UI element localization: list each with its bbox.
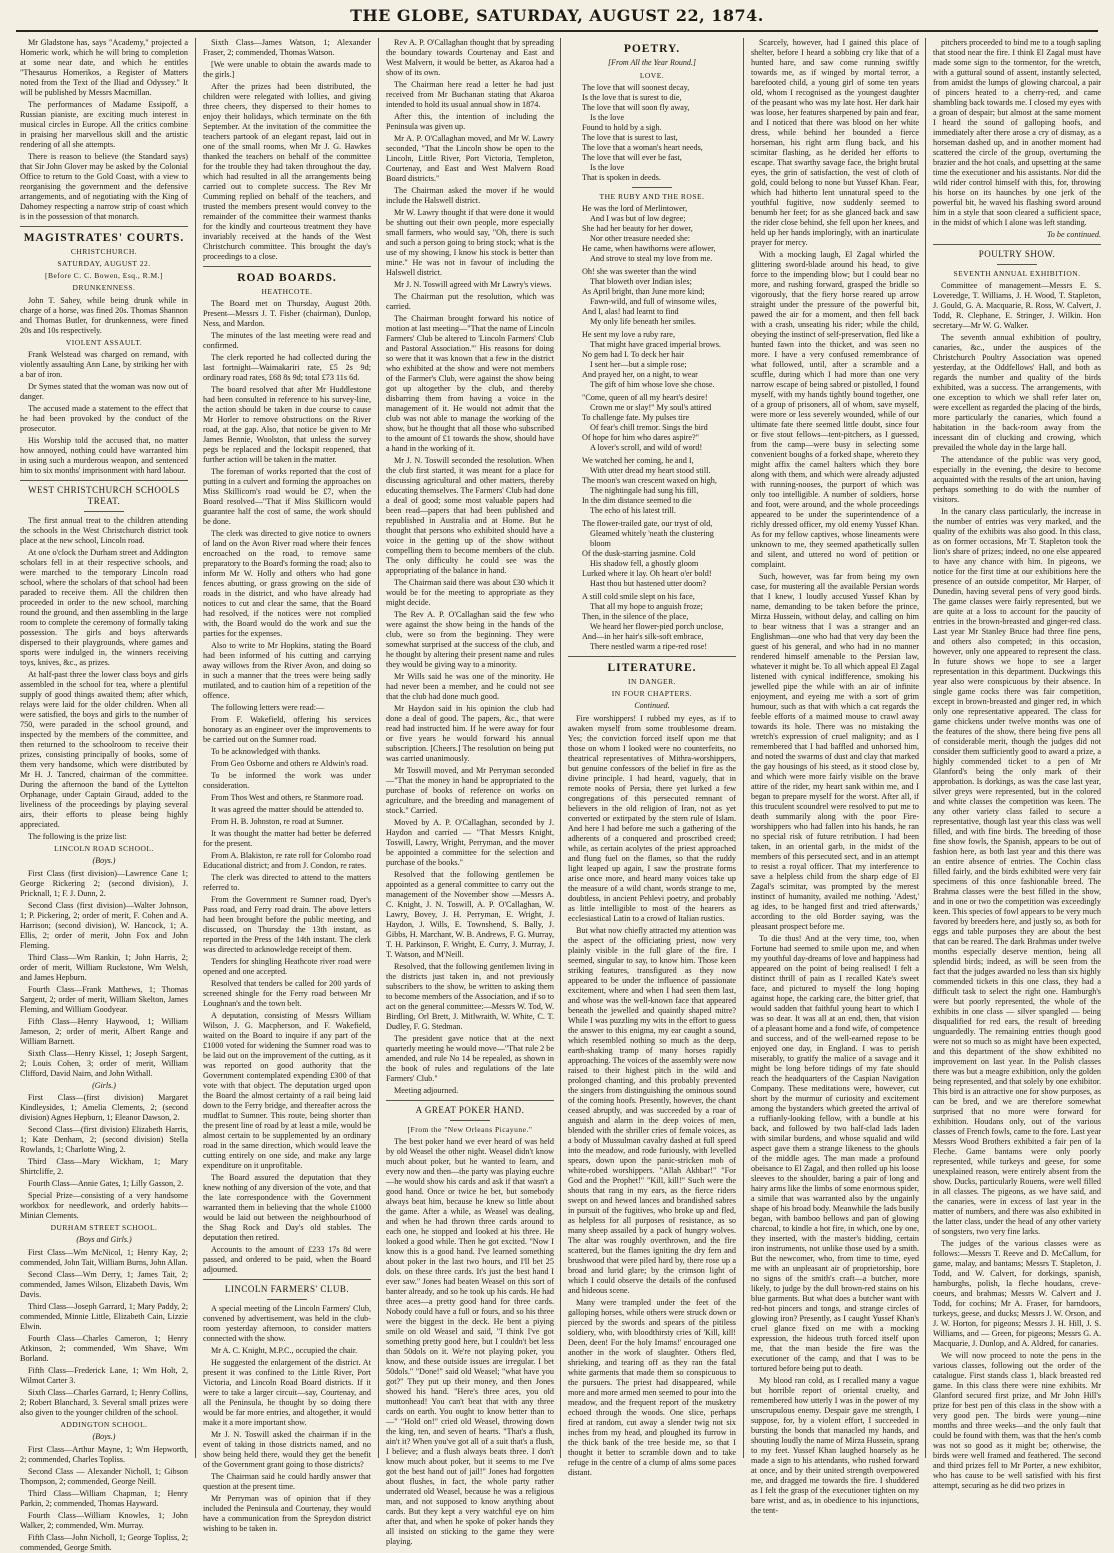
source-note: [From the "New Orleans Picayune." (407, 1124, 533, 1134)
paragraph: Many were trampled under the feet of the galloping horses, while others were struck down or pierced by the swords and spears of the pitiless soldiery, who, with bloodthirsty cries of 'Kill, kill! Deen, deen! For the holy Imams!' encouraged one another in the work of slaughter. Others fled, shrieking, and tearing off as they ran the fatal white garments that made them so conspicuous to the pursuers. The priest had disappeared, while more and more armed men seemed to pour into the meadow, and the frequent report of the musketry echoed through the woods. One slice, perhaps fired at random, cut away a slender twig not six inches from my head, and ploughed its furrow in the thick bank of the tree beside me, so that I thought it better to scramble down and to take refuge in the centre of a clump of alms some paces distant. (568, 1298, 736, 1478)
paragraph: The president gave notice that at the next quarterly meeting he would move—"That rule 2 be amended, and rule No 14 be repealed, as shown in the book of rules and regulations of the late Farmers' Club." (386, 1034, 554, 1083)
list-item: Sixth Class—Charles Garrard, 1; Henry Collins, 2; Robert Blanchard, 3. Several small prizes were also given to the younger children of the school. (20, 1388, 188, 1418)
paragraph: [We were unable to obtain the awards made to the girls.] (203, 60, 371, 79)
poem-line: No gem had I. To deck her hair (582, 350, 685, 360)
poem-line: Gleamed whitely 'neath the clustering bloom (590, 529, 714, 549)
subheading: (Boys.) (92, 855, 116, 865)
column-5 (751, 38, 919, 1515)
paragraph: From A. Blakiston, re rate roll for Colombo road Educational district; and from J. Condon, re rates. (203, 851, 371, 871)
paragraph: The Chairman asked the mover if he would include the Halswell district. (386, 186, 554, 205)
paragraph: The best poker hand we ever heard of was held by old Weasel the other night. Weasel didn't know much about poker, but he wanted to learn, and every now and then—the party was playing euchre—he would show his cards and ask if that wasn't a good hand. Once or twice he bet, but somebody always beat him, because he knew so little about the game. After a while, as Weasel was dealing, and when he had thrown three cards around to each one, he stopped and looked at his three. He looked a good while. Then he got excited. "Now I know this is a good hand. I've learned something about poker in the last two hours, and I'll bet 25 dols. on these three cards. It's just the best hand I ever saw." Jones had beaten Weasel on this sort of banter already, and so he took up his cards. He had three aces—a pretty good hand for three cards. Nobody could have a full or fours, and so his three were the biggest in the deck. He bent a piying smile on old Weasel and said, "I think I've got something pretty good here, but I couldn't bet less than 50dols on it. We're not playing poker, you know, and these outside issues are irregular. I bet 50dols." "Done!" said old Weasel; "what have you got?" They put up their money, and then Jones showed his hand. "Here's three aces, you old muttonhead! You can't beat that with any three cards on earth. You ought to know better than to—" "Hold on!" cried old Weasel, throwing down the king, ten, and seven of hearts. "That's a flush, ain't it? When you've got all of a suit that's a flush, I believe; and a flush always beats three. I don't know much about poker, but it seems to me I've got the best hand out of jail!" Jones had forgotten about flushes, in fact, the whole party rather underrated old Weasel, because he was a religious man, and not supposed to know anything about cards. But they kept a very watchful eye on him after that, and when he spoke of poker hands they all insisted on sticking to the game they were playing. (386, 1137, 554, 1547)
paragraph: Resolved, that the following gentlemen living in the districts just taken in, and not previously subscribers to the show, be written to asking them to become members of the Association, and if so to act on the general committee:—Messrs W. Tod, W. Birdling, Orl Brett, J. Mitlwraith, W. White, C. T. Dudley, F. G. Stedman. (386, 962, 554, 1031)
subheading: LINCOLN ROAD SCHOOL. (54, 843, 154, 853)
poem-line: "Come, queen of all my heart's desire! (582, 393, 708, 403)
masthead-rule (16, 30, 1098, 32)
poem-stanza (582, 519, 736, 589)
column-1 (20, 38, 188, 1553)
list-item: Second Class—Wm Derry, 1; James Tait, 2; commended, James Wilson, Elizabeth Davis, Wm Davis. (20, 1270, 188, 1300)
divider (20, 480, 188, 481)
paragraph: Rev A. P. O'Callaghan thought that by spreading the boundary towards Courtenay and East and West Malvern, it would be better, as Akaroa had a show of its own. (386, 38, 554, 77)
list-item: Third Class—Wm Rankin, 1; John Harris, 2; order of merit, William Ruckstone, Wm Welsh, and James Hepburn. (20, 952, 188, 982)
paragraph: Mr Perryman was of opinion that if they included the Peninsula and Courtenay, they would have a communication from the Spreydon district wishing to be taken in. (203, 1494, 371, 1534)
paragraph: Sixth Class—James Watson, 1; Alexander Fraser, 2; commended, Thomas Watson. (203, 38, 371, 57)
subheading: IN FOUR CHAPTERS. (611, 689, 693, 699)
poem-line: We heard her flower-pied porch unclose, (590, 622, 724, 632)
paragraph: Dr Symes stated that the woman was now out of danger. (20, 381, 188, 401)
poem-line: That is spoken in deeds. (582, 172, 661, 182)
poem-line: The love that will soonest decay, (582, 82, 690, 92)
list-item: First Class—(first division) Margaret Kindleysides, 1; Amelia Clements, 2; (second division) Agnes Hepburn, 1; Eleanor Dawson, 2. (20, 1093, 188, 1123)
poem-line: Is the love that is surest to die, (582, 92, 682, 102)
divider (267, 1299, 307, 1300)
poem-line: He was the lord of Merlintower, (582, 204, 688, 214)
paragraph: The Board met on Thursday, August 20th. Present—Messrs J. T. Fisher (chairman), Dunlop, Ness, and Mardon. (203, 299, 371, 329)
poem-line: The moon's wan crescent waxed on high, (582, 476, 717, 486)
list-item: First Class—Wm McNicol, 1; Henry Kay, 2; commended, John Tait, William Burns, John Allan. (20, 1248, 188, 1268)
poem-line: His shadow fell, a ghostly gloom (590, 559, 699, 569)
paragraph: Resolved that tenders be called for 200 yards of screened shingle for the Ferry road between Mr Loughnan's and the town belt. (203, 979, 371, 1009)
poem-line: A still cold smile slept on his face, (582, 592, 695, 602)
list-item: Sixth Class—Henry Kissel, 1; Joseph Sargent, 2; Louis Cohen, 3; order of merit, William Clifford, David Nairn, and John Withall. (20, 1048, 188, 1078)
poem-stanza (582, 267, 736, 327)
section-heading: MAGISTRATES' COURTS. (23, 232, 185, 244)
paragraph: Mr Wills said he was one of the minority. He had never been a member, and he could not see that the club had done much good. (386, 672, 554, 701)
poem-line: He came, when hawthorns were aflower, (582, 244, 716, 254)
paragraph: Such, however, was far from being my own case, for mustering all the available Persian words that I knew, I loudly accused Yussef Khan by name, demanding to be taken before the prince, Mirza Hussein, without delay, and calling on him to bear witness that I was a stranger and an Englishman—one who had that very day been the guest of his general, and who had in no manner rendered himself amenable to the Persian law, whatever it might be. To all which appeal El Zagal listened with cynical indifference, smoking his jewelled pipe the while with an air of infinite enjoyment, and eyeing me with a sort of grim humour, such as that with which a cat regards the feeble efforts of a maimed mouse to crawl away towards its hole. There was no mistaking the wretch's expression of cruel malignity; and as I remembered that I had baffled and unhorsed him, and noted the swarms of dust and clay that marked the gay housings of his steed, as it stood close by, and which were more fairly visible on the brave attire of the rider, my heart sank within me, and I began to prepare myself for the worst. After all, if this truculent scoundrel were resolved to put me to death summarily along with the poor Fire-worshippers who had fallen into his hands, he ran no special risk of future retribution. I had been taken, in an oriental garb, in the midst of the members of this persecuted sect, and in an attempt to resist a royal officer. That my interference to save a helpless child from the sharp edge of El Zagal's scimitar, was prompted by the merest instinct of humanity, availed me nothing. 'Adest,' ag ides, to be hanged first and tried afterwards,' according to the old Border saying, was the pleasant prospect before me. (751, 572, 919, 931)
poem-line: Is the love (590, 162, 625, 172)
list-item: Fourth Class—Frank Matthews, 1; Thomas Sargent, 2; order of merit, William Skelton, James Fleming, and William Goodyear. (20, 984, 188, 1014)
poem-line: And prayed her, on a night, to wear (582, 370, 698, 380)
subheading: DURHAM STREET SCHOOL. (50, 1223, 158, 1233)
list-item: Third Class—William Chapman, 1; Henry Parkin, 2; commended, Thomas Hayward. (20, 1489, 188, 1509)
paragraph: The board resolved that after Mr Huddlestone had been consulted in reference to his survey-line, the action should be taken in due course to cause Mr Horler to remove obstructions on the River road, at the gap. Also, that notice be given to Mr James Bennie, Woolston, that unless the survey pegs be replaced and the lockspit reopened, that further action will be taken in the matter. (203, 385, 371, 465)
poem-line: Is the love (590, 112, 625, 122)
list-item: Second Class — Alexander Nicholl, 1; Gibson Thompson, 2; commended, George Neill. (20, 1467, 188, 1487)
paragraph: The Chairman said there was about £30 which it would be for the meeting to appropriate as they might decide. (386, 578, 554, 607)
poem-body (568, 204, 736, 652)
column-2 (203, 38, 371, 1534)
paragraph: The attendance of the public was very good, especially in the evening, the desire to become acquainted with the results of the art union, having perhaps something to do with the number of visitors. (933, 455, 1101, 505)
poem-stanza (582, 204, 736, 264)
paragraph: To die thus! And at the very time, too, when Fortune had seemed to smile upon me, and when my youthful day-dreams of love and happiness had appeared on the point of being realised! I felt a distinct thrill of pain as I recalled Kate's sweet face, and pictured to myself the long hoping against hope, the carking care, the bitter grief, that would sadden that faithful young heart to which I was so dear. It was all at an end, then, that vision of a pleasant home and a fond wife, of competence and success, and of the well-earned repose to be enjoyed one day, in England. I was to perish miserably, to gratify the malice of a savage and it might be long before tidings of my fate should reach the headquarters of the Caspian Navigation Company. These meditations were, however, cut short by the murmur of curiosity and excitement among the bystanders which greeted the arrival of a ruffianly-looking fellow, with a bundle at his back, and followed by two half-clad lads laden with similar burdens, and whose squalid and wild aspect gave them a strange likeness to the ghouls of the middle ages. The man made a profound obeisance to El Zagal, and then rolled up his loose sleeves to the shoulder, baring a pair of long and hairy arms like the limbs of some enormous spider, a simile that was warranted also by the ungainly shape of his broad body. Meanwhile the lads busily began, with bamboo bellows and pan of glowing charcoal, to kindle a hot fire, in which, one by one, they inserted, with the master's bidding, certain iron instruments, not unlike those used by a smith. But the newcomer, who, from time to time, eyed me with an unpleasant air of proprietorship, bore no signs of the smith's craft—a butcher, more likely, to judge by the dull brown-red stains on his blue garments. But what does a butcher want with red-hot pincers and tongs, and strange circles of glowing iron? Presently, as I caught Yussef Khan's cruel glance fixed on me with a mocking expression, the hideous truth forced itself upon me, that the man beside the fire was the executioner of the camp, and that I was to be tortured before being put to death. (751, 934, 919, 1373)
paragraph: To be acknowledged with thanks. (211, 747, 321, 757)
poem-line: We watched her coming, he and I, (582, 456, 694, 466)
paragraph: The minutes of the last meeting were read and confirmed. (203, 331, 371, 351)
poem-line: The nightingale had sung his fill, (590, 486, 699, 496)
poem-line: There nestled warm a ripe-red rose! (590, 642, 708, 652)
paragraph: Mr A. P. O'Callaghan moved, and Mr W. Lawry seconded, "That the Lincoln show be open to the Lincoln, Little River, Port Victoria, Templeton, Courtenay, and East and West Malvern Road Board districts." (386, 134, 554, 183)
column-4 (568, 38, 736, 1478)
paragraph: At half-past three the lower class boys and girls assembled in the school for tea, where a plentiful supply of good things awaited them; after which, relays were laid for the older children. When all were satisfied, the boys and girls to the number of 750, were paraded in the school ground, and inspected by the members of the committee, and then returned to the schoolroom to receive their prizes, consisting principally of books, some of them very handsome, which were distributed by Mr H. J. Tancred, chairman of the committee. During the afternoon the band of the Lyttelton Orphanage, under Captain Giraud, added to the liveliness of the proceedings by playing several airs, their efforts to please being highly appreciated. (20, 669, 188, 829)
list-item: Fourth Class—Annie Gates, 1; Lilly Gasson, 2. (28, 1179, 184, 1189)
paragraph: The Chairman brought forward his notice of motion at last meeting—"That the name of Lincoln Farmers' Club be altered to 'Lincoln Farmers' Club and Pastoral Association.'" His reasons for doing so were that it was known that a few in the district who exhibited at the show and were not members of the Farmer's Club, were against the show being got up altogether by the club, and thereby disbarring them from having a voice in the management of it. He would not admit that the club was not able to manage the working of the show, but he thought that all those who subscribed to the amount of £1 towards the show, should have a hand in the working of it. (386, 314, 554, 453)
bench-note: [Before C. C. Bowen, Esq., R.M.] (44, 271, 164, 281)
paragraph: My blood ran cold, as I recalled many a vague but horrible report of oriental cruelty, and remembered how utterly I was in the power of my unscrupulous enemy. Despair gave me strength, I suppose, for, by a violent effort, I succeeded in bursting the bonds that manacled my hands, and shouting loudly the name of Mirza Hussein, sprang to my feet. Yussef Khan laughed hoarsely as he made a sign to his attendants, who rushed forward at once, and by their united strength overpowered me, and dragged me towards the fire. I shuddered as I felt the grasp of the executioner tighten on my bare wrist, and as, in obedience to his injunctions, the tent- (751, 1376, 919, 1515)
poem-line: As April bright, than June more kind; (582, 287, 705, 297)
paragraph: He suggested the enlargement of the district. At present it was confined to the Little River, Port Victoria, and Lincoln Road Board districts. If it were to take a larger circuit—say, Courtenay, and all the Peninsula, he thought by so doing there would be far more entries, and altogether, it would make it a more important show. (203, 1358, 371, 1428)
paragraph: The Chairman put the resolution, which was carried. (386, 292, 554, 311)
section-heading: ROAD BOARDS. (237, 272, 337, 284)
dateline: SATURDAY, AUGUST 22. (57, 259, 151, 269)
paragraph: The Chairman here read a letter he had just received from Mr Buchanan stating that Akaroa intended to hold its usual annual show in 1874. (386, 80, 554, 109)
poem-line: The love that will ever be fast, (582, 152, 682, 162)
section-heading: LITERATURE. (607, 662, 697, 675)
paragraph: The following is the prize list: (28, 831, 127, 841)
paragraph: After this, the intention of including the Peninsula was given up. (386, 112, 554, 131)
poem-line: The flower-trailed gate, our tryst of old, (582, 519, 713, 529)
paragraph: Tenders for shingling Heathcote river road were opened and one accepted. (203, 957, 371, 977)
poem-stanza (582, 592, 736, 652)
poem-line: Found to hold by a sigh. (582, 122, 662, 132)
paragraph: From H. B. Johnston, re road at Sumner. (211, 817, 344, 827)
paragraph: We will now proceed to note the pens in the various classes, following out the order of the catalogue. First stands class 1, black breasted red game. In this class there were nine exhibits. Mr Glanford secured first prize, and Mr John Hill's prize for best pen of this class in the show with a very good pen. The birds were young—nine months and three weeks—and the only fault that could be found with them, was that the hen's comb was not so good as it might be; otherwise, the birds were well framed and feathered. The second and third prizes fell to Mr Porter, a new exhibitor, who has cause to be well satisfied with his first attempt, securing as he did two prizes in (933, 1351, 1101, 1491)
source-note: [From All the Year Round.] (608, 58, 696, 68)
paragraph: Mr Toswill moved, and Mr Perryman seconded—"That the money in hand be appropriated to the purchase of books of reference on works on agriculture, and the breeding and management of stock." Carried. (386, 766, 554, 815)
list-item: First Class (first division)—Lawrence Cane 1; George Rickering 2; (second division), J. Pricknall, 1; F. J. Dunn, 2. (20, 868, 188, 898)
poem-line: Crown me or slay!" My soul's attired (590, 403, 712, 413)
paragraph: Mr A. C. Knight, M.P.C., occupied the chair. (211, 1346, 358, 1356)
paragraph: The performances of Madame Essipoff, a Russian pianiste, are exciting much interest in musical circles in Europe. All the critics combine in praising her marvellous skill and the artistic rendering of all she attempts. (20, 100, 188, 149)
divider (568, 656, 736, 657)
poem-line: Of fear's chill tremor. Sings the bird (590, 423, 708, 433)
list-item: Third Class—Joseph Garrard, 1; Mary Paddy, 2; commended, Minnie Little, Elizabeth Cain, Lizzie Elwin. (20, 1302, 188, 1332)
column-rule (195, 38, 196, 1458)
subheading: CHRISTCHURCH. (70, 247, 138, 257)
poem-line: My only life beneath her smiles. (590, 317, 696, 327)
column-3 (386, 38, 554, 1547)
poem-line: And I, alas! had learnt to find (582, 307, 679, 317)
poem-line: I sent her—but a simple rose; (590, 360, 687, 370)
paragraph: In the canary class particularly, the increase in the number of entries was very marked, and the quality of the exhibits was also good. In this class, as on former occasions, Mr T. Stapleton took the lion's share of prizes; indeed, no one else appeared to have any chance with him. In pigeons, we notice for the first time at our exhibitions here the presence of an outside competitor, Mr Harper, of Dunedin, having several pens of very good birds. The game classes were fairly represented, but we are quite at a loss to account for the paucity of entries in the brown-breasted and ginger-red class. Last year Mr Stanley Bruce had three fine pens, and others also competed; in this occasion, however, only one appeared to represent the class. In future shows we hope to see a larger representation in this department. Duckwings this year also were conspicuous by their absence. In single game cocks there was fair competition, except in brown-breasted and ginger red, in which only one representative appeared. The class for game chickens under twelve months was one of the features of the show, there being five pens all of considerable merit, though the judges did not consider them sufficiently good to award a prize, a highly commended ticket to a pen of Mr Glanford's being the only mark of their approbation. Is dorkings, as was the case last year, silver greys were represented, but in the colored and white classes the competition was keen. The any other variety class failed to secure a representative, though last year this class was well filled, and with fine birds. The breeding of those fine show fowls, the Spanish, appears to be out of fashion here, as both last year and this there was an entire absence of entries. The Cochin class filled fairly, and the birds exhibited were very fair specimens of this once fashionable breed. The Brahma classes were the best filled in the show, and in one or two the competition was exceedingly keen. This species of fowl appears to be very much favored by breeders here, and justly so, as both for eggs and table purposes they are about the best that can be reared. The dark Brahmas under twelve months especially deserve mention, being all splendid birds; indeed, as will be seen from the fact that the judges awarded no less than six highly commended tickets in this one class, they had a difficult task to select the right one. Hamburgh's were but poorly represented, the whole of the exhibits in one class — silver spangled — being disqualified for red ears, the result of breeding unguardedly. The remaining entries though good were not so much so as might have been expected, and this department of the show exhibited no improvement on last year. In the Polish classes there was but a meagre exhibition, only the golden being represented, and that solely by one exhibitor. This bird is an attractive one for show purposes, as can be bred, and we are therefore somewhat surprised that no more were forward for exhibition. Houdans only, out of the various classes of French fowls, came to the fore. Last year Messrs Wood Brothers exhibited a fair pen of la Fleche. Game bantams were only poorly represented, while turkeys and geese, for some unexplained reason, were entirely absent from the show. Ducks, particularly Rouens, were well filled in all classes. The pigeons, as we have said, and the canaries, were in excess of last year in the matter of numbers, and there was also exhibited in the latter class, under the head of any other variety of songsters, two very fine larks. (933, 507, 1102, 1237)
column-rule (743, 38, 744, 1458)
divider (203, 266, 371, 267)
paragraph: Mr J. N. Toswill asked the chairman if in the event of taking in those districts named, and no show being held there, would they get the benefit of the Government grant going to those districts? (203, 1430, 371, 1470)
poem-line: Of the dusk-starring jasmine. Cold (582, 549, 696, 559)
paragraph: Scarcely, however, had I gained this place of shelter, before I heard a sobbing cry like that of a hunted hare, and saw come running swiftly towards me, as if winged by mortal terror, a barefooted child, a young girl of some ten years old, whom I recognised as the youngest daughter of the peasant who was my late host. Her dark hair was loose, her features sharpened by pain and fear, and I noticed that there was blood on her white dress, while behind her bounded a fierce horseman, his right arm flung back, and his scimitar flashing, as he derided her efforts to escape. That swarthy savage face, the bright brutal eyes, the grin of satisfaction, the vest of cloth of gold, could belong to none but Yussef Khan. Fear, which had hitherto lent unnatural speed to the youthful fugitive, now suddenly seemed to benumb her feet; for as she glanced back and saw the rider close behind, she fell upon her knees, and held up her hands imploringly, with an inarticulate prayer for mercy. (751, 38, 919, 247)
poem-title: THE RUBY AND THE ROSE. (599, 191, 705, 201)
list-item: Fifth Class—Frederick Lane, 1; Wm Holt, 2, Wilmot Carter 3. (20, 1366, 188, 1386)
poem-line: The love that is surest to last, (582, 132, 678, 142)
paragraph: Mr W. Lawry thought if that were done it would be shutting out their own people, more especially small farmers, who would say, "Oh, there is such and such a person going to bring stock; what is the use of my showing, I know his stock is better than mine." He was not in favour of including the Halswell district. (386, 208, 554, 277)
divider (386, 1100, 554, 1101)
paragraph: It was agreed the matter should be attended to. (211, 805, 364, 815)
divider (84, 511, 124, 512)
paragraph: His Worship told the accused that, no matter how annoyed, nothing could have warranted him in using such a murderous weapon, and sentenced him to six months' imprisonment with hard labour. (20, 435, 188, 475)
poem-line: That might have graced imperial brows. (590, 340, 721, 350)
column-rule (378, 38, 379, 1458)
paragraph: The judges of the various classes were as follows:—Messrs T. Reeve and D. McCallum, for game, malay, and bantams; Messrs T. Stapleton, J. Todd, and W. Calvert, for dorkings, spanish, hamburghs, polish, la fleche houdans, creve-coeurs, and brahmas; Messrs W. Calvert and J. Todd, for cochins; Mr A. Fraser, for barndoors, turkeys, geese, and ducks; Messrs J. W. Orson, and J. W. Horton, for pigeons; Messrs J. H. Hill, J. S. Williams, and — Green, for pigeons; Messrs G. A. Macquarie, J. Dunlop, and A. Aldred, for canaries. (933, 1239, 1101, 1349)
paragraph: John T. Sahey, while being drunk while in charge of a horse, was fined 20s. Thomas Shannon and Thomas Butler, for drunkenness, were fined 20s and 10s respectively. (20, 295, 188, 335)
poem-line: The love that a woman's heart needs, (582, 142, 703, 152)
poem-line: She had her beauty for her dower, (582, 224, 693, 234)
paragraph: From the Government re Sumner road, Dyer's Pass road, and Ferry road drain. The above letters had been brought before the public meeting, and discussed, on Thursday the 13th instant, as reported in the Press of the 14th instant. The clerk was directed to acknowledge receipt of them. (203, 895, 371, 955)
list-item: Fourth Class—William Knowles, 1; John Walker, 2; commended, Wm. Murray. (20, 1511, 188, 1531)
paragraph: Mr Haydon said in his opinion the club had done a deal of good. The papers, &c., that were read had instructed him. If he were away for four or five years he would forward his annual subscription. [Cheers.] The resolution on being put was carried unanimously. (386, 704, 554, 763)
paragraph: The Rev A. P. O'Callaghan said the few who were against the show being in the hands of the club, were so from the beginning. They were somewhat surprised at the success of the club, and he thought by altering their present name and rules they would be giving way to a minority. (386, 610, 554, 669)
poem-line: With utter dread my heart stood still. (590, 466, 711, 476)
poem-stanza (582, 330, 736, 390)
list-item: Third Class—Mary Wickham, 1; Mary Shirtcliffe, 2. (20, 1157, 188, 1177)
paragraph: Committee of management—Messrs E. S. Loveredge, T. Williams, J. H. Wood, T. Stapleton, J. Gould, G. A. Macquarie, R. Ross, W. Calvert, J. Todd, R. Clephane, E. Stringer, J. Wilkin. Hon secretary—Mr W. G. Walker. (933, 281, 1101, 331)
section-heading: LINCOLN FARMERS' CLUB. (224, 1284, 350, 1295)
paragraph: pitchers proceeded to bind me to a tough sapling that stood near the fire. I think El Zagal must have made some sign to the tormentor, for the wretch, with a guttural sound of assent, instantly selected, from amidst the lumps of glowing charcoal, a pair of pincers heated to a cherry-red, and came shambling back towards me. I closed my eyes with a groan of despair; but almost at the same moment I heard the sound of galloping hoofs, and immediately after there arose a cry of dismay, as a horseman dashed up, and in another moment had scattered the circle of the group, overturning the brazier and the hot coals, and upsetting at the same time the executioner and his assistants. Nor did the wild rider control himself with this, for, throwing his horse on its haunches by one jerk of the powerful bit, he waved his flashing sword around him in a style that soon cleared a sufficient space, in the midst of which I alone was left standing. (933, 38, 1101, 227)
paragraph: It was thought the matter had better be deferred for the present. (203, 829, 371, 849)
poem-title: LOVE. (639, 70, 665, 80)
list-item: Fifth Class—Henry Haywood, 1; William Jameson, 2; order of merit, Albert Range and William Barnett. (20, 1016, 188, 1046)
poem-line: A lover's scroll, and wild of word! (590, 443, 703, 453)
paragraph: Frank Welstead was charged on remand, with violently assaulting Ann Lane, by striking her with a bar of iron. (20, 349, 188, 379)
section-heading: A GREAT POKER HAND. (415, 1105, 525, 1115)
divider (933, 244, 1101, 245)
subheading: (Girls.) (92, 1080, 116, 1090)
paragraph: Mr Gladstone has, says "Academy," projected a Homeric work, which he will bring to completion at some near date, and which he entitles "Thesaurus Homerikos, a Register of Matters noted from the Text of the Iliad and Odyssey." It will be published by Messrs Macmillan. (20, 38, 188, 97)
paragraph: Mr J. N. Toswill agreed with Mr Lawry's views. (394, 280, 552, 289)
paragraph: The Board assured the deputation that they knew nothing of any diversion of the vote, and that the late correspondence with the Government warranted them in believing that the whole £1000 would be laid out between the neighbourhood of the Shag Rock and Day's old stables. The deputation then retired. (203, 1173, 371, 1243)
paragraph: There is reason to believe (the Standard says) that Sir John Glover may be asked by the Colonial Office to return to the Gold Coast, with a view to reorganising the government and the defensive arrangements, and of negotiating with the King of Dahomey respecting a narrow strip of coast which is in the possession of that monarch. (20, 152, 188, 221)
divider (450, 1120, 490, 1121)
poem-line: The echo of his latest trill. (590, 506, 676, 516)
paragraph: The following letters were read:— (211, 703, 325, 713)
column-rule (925, 38, 926, 1458)
poem-line: And I was but of low degree; (590, 214, 686, 224)
paragraph: After the prizes had been distributed, the children were relegated with lollies, and giving three cheers, they dispersed to their homes to enjoy their holidays, which terminate on the 6th September. At the invitation of the committee the teachers partook of an elegant repast, laid out in one of the small rooms, when Mr J. G. Hawkes thanked the teachers on behalf of the committee for the trouble they had taken throughout the day, which had resulted in all the arrangements being carried out to complete success. The Rev Mr Cumming replied on behalf of the teachers, and trusted the members present would convey to the remainder of the committee their warmest thanks for the kindly and courteous treatment they have invariably received at the hands of the West Christchurch committee. This brought the day's proceedings to a close. (203, 82, 371, 261)
section-heading: POULTRY SHOW. (978, 249, 1056, 259)
column-rule (560, 38, 561, 1458)
divider (203, 1279, 371, 1280)
paragraph: Fire worshippers! I rubbed my eyes, as if to awaken myself from some troublesome dream. Yes; the conviction forced itself upon me that those on whom I looked were no counterfeits, no theatrical representatives of Mithra-worshippers, but genuine confessors of the belief in fire as the divine principle. I had heard, vaguely, that in remote nooks of Persia, there yet lurked a few congregations of this persecuted remnant of believers in the old religion of Iran, not as yet converted or extirpated by the stern rule of Islam. And here I had before me such a gathering of the adherents of a conquered and proscribed creed; while, as certain acolytes of the priest approached and flung fuel on the flames, so that the ruddy light leaped up again, I saw the prostrate forms arise once more, and heard many voices take up the measure of a wild chant, words strange to me, doubtless, in ancient Pehlevi poetry, and probably as little intelligible to most of the hearers as ecclesiastical Latin to a crowd of Italian rustics. (568, 714, 736, 924)
paragraph: But what now chiefly attracted my attention was the aspect of the officiating priest, now very plainly visible in the full glare of the fire. I seemed, singular to say, to know him. Those keen striking features, transfigured as they now appeared to be under the influence of passionate excitement, where and when I had seen them last, and whose was the well-known face that appeared beneath the jewelled and quaintly shaped mitre? While I was puzzling my wits in the effort to guess the answer to this enigma, my ear caught a sound, which resembled nothing so much as the deep, earth-shaking tramp of many horses rapidly approaching. The voices of the assembly were now raised to their highest pitch in the wild and prolonged chanting, and this probably prevented the singers from distinguishing the ominous sound of the coming hoofs. Presently, however, the chant ceased abruptly, and was succeeded by a roar of anguish and alarm in the deep voices of men, blended with the shriller cries of female voices, as a body of Mussulman cavalry dashed at full speed into the meadow, and rode furiously, with levelled spears, down upon the panic-stricken mob of white-robed worshippers. "Allah Akhbar!" "For God and the Prophet!" "Kill, kill!" Such were the shouts that rang in my ears, as the fierce riders swept on and hewed lances and brandished sabres in pursuit of the fugitives, who broke up and fled, as helpless for all purposes of resistance, as so many sheep assailed by a pack of hungry wolves. The altar was roughly overthrown, and the fire scattered, but the flames igniting the dry fern and brushwood that were piled hard by, there rose up a broad and lurid glare; by the crimson light of which I could observe the details of the confused and hideous scene. (568, 926, 736, 1296)
paragraph: The foreman of works reported that the cost of putting in a culvert and forming the approaches on Miss Skillicorn's road would be £7, when the Board resolved—"That if Miss Skillicorn would guarantee half the cost of same, the work should be done. (203, 467, 371, 527)
poem-line: To challenge fate. My pulses tire (582, 413, 690, 423)
poem-line: Fawn-wild, and full of winsome wiles, (590, 297, 717, 307)
paragraph: A deputation, consisting of Messrs William Wilson, J. G. Macpherson, and F. Wakefield, waited on the Board to inquire if any part of the £1000 voted for widening the Sumner road was to be laid out on the improvement of the cutting, as it was reported on good authority that the Government contemplated expending £300 of that vote with that object. The deputation urged upon the Board the almost certainty of a rail being laid down to the Ferry bridge, and thereafter across the mudflat to Sumner. This route, being shorter than the present line of road by at least a mile, would be almost certain to be supplemented by an ordinary road in the same direction, which would leave the cutting entirely on one side, and make any large expenditure on it unprofitable. (203, 1011, 371, 1171)
poem-line: Of hope for him who dares aspire?" (582, 433, 700, 443)
list-item: Special Prize—consisting of a very handsome workbox for needlework, and orderly habits—Minian Clements. (20, 1191, 188, 1221)
masthead: THE GLOBE, SATURDAY, AUGUST 22, 1874. (350, 6, 764, 25)
subheading: (Boys and Girls.) (76, 1235, 132, 1245)
paragraph: To be informed the work was under consideration. (203, 771, 371, 791)
poem-stanza (582, 393, 736, 453)
list-item: Fifth Class—John Nicholl, 1; George Topliss, 2; commended, George Smith. (20, 1533, 188, 1553)
paragraph: Moved by A. P. O'Callaghan, seconded by J. Haydon and carried — "That Messrs Knight, Toswill, Lawry, Wright, Perryman, and the mover be appointed a committee for the selection and purchase of the books." (386, 818, 554, 867)
paragraph: The first annual treat to the children attending the schools in the West Christchurch district took place at the new school, Lincoln road. (20, 515, 188, 545)
paragraph: Resolved that the following gentlemen be appointed as a general committee to carry out the management of the November show —Messrs A. C. Knight, J. N. Toswill, A. P. O'Callaghan, W. Lawry, Bovey, J. H. Perryman, E. Wright, J. Haydon, J. Wills, E. Townshend, S. Bally, J. Gibbs, H. Marchant, W. B. Andrews, F. G. Murray, T. H. Parkinson, F. Wright, E. Curry, J. Murray, J. T. Watson, and M'Neill. (386, 870, 554, 959)
story-title: IN DANGER. (628, 677, 676, 687)
paragraph: From Geo Osborne and others re Aldwin's road. (211, 759, 369, 769)
poem-line: Then, in the silence of the place, (582, 612, 689, 622)
continued-note: To be continued. (1046, 230, 1101, 239)
list-item: First Class—Arthur Mayne, 1; Wm Hepworth, 2; commended, Charles Topliss. (20, 1445, 188, 1465)
poem-line: And strove to steal my love from me. (590, 254, 713, 264)
paragraph: The seventh annual exhibition of poultry, canaries, &c., under the auspices of the Christchurch Poultry Association was opened yesterday, at the Oddfellows' Hall, and both as regards the number and quality of the birds exhibited, was a success. The arrangements, with one exception to which we shall refer later on, were excellent as regarded the placing of the birds, more particularly the canaries, which found a habitation in the back-room away from the incessant din of clucking and crowing, which prevailed the whole day in the large hall. (933, 333, 1101, 453)
divider (20, 226, 188, 227)
paragraph: Meeting adjourned. (394, 1086, 459, 1095)
poem-line: In the dim distance seemed to die (582, 496, 692, 506)
poem-line: And—in her hair's silk-soft embrace, (582, 632, 704, 642)
poem-stanza (568, 83, 736, 183)
subheading: SEVENTH ANNUAL EXHIBITION. (953, 268, 1081, 278)
continued-note: Continued. (634, 701, 670, 711)
list-item: Fourth Class—Charles Cameron, 1; Henry Atkinson, 2; commended, Wm Shave, Wm Borland. (20, 1334, 188, 1364)
paragraph: The accused made a statement to the effect that he had been provoked by the conduct of the prosecutor. (20, 403, 188, 433)
poem-line: Nor other treasure needed she: (590, 234, 691, 244)
paragraph: Mr J. N. Toswill seconded the resolution. When the club first started, it was meant for a place for discussing agricultural and other matters, thereby educating themselves. The Farmers' Club had done a deal of good; some most valuable papers had been read—papers that had been published and republished in Australia and at Home. But he thought that persons who exhibited should have a voice in the getting up of the show without compelling them to become members of the club. The only difficulty he could see was the appropriating of the balance in hand. (386, 456, 554, 575)
section-heading: WEST CHRISTCHURCH SCHOOLS TREAT. (28, 484, 180, 506)
section-heading: POETRY. (623, 43, 681, 55)
subheading: VIOLENT ASSAULT. (65, 337, 143, 347)
column-6 (933, 38, 1102, 1491)
paragraph: From Thos West and others, re Stanmore road. (211, 793, 364, 803)
list-item: Second Class (first division)—Walter Johnson, 1; P. Pickering, 2; order of merit, F. Cohen and A. Harrison; (second division), W. Hancock, 1; A. Ellis, 2; order of merit, John Fox and John Fleming. (20, 900, 188, 950)
paragraph: At one o'clock the Durham street and Addington scholars fell in at their respective schools, and were marched to the temporary Lincoln road school, where the scholars of that school had been paraded to receive them. All the children then proceeded in order to the new school, marching round the ground, and then assembling in the large room to complete the ceremony of formally taking possession. The girls and boys afterwards dispersed to their playgrounds, where games and sports were indulged in, the winners receiving toys, knives, &c., as prizes. (20, 547, 188, 667)
paragraph: Accounts to the amount of £233 17s 8d were passed, and ordered to be paid, when the Board adjourned. (203, 1245, 371, 1275)
subheading: HEATHCOTE. (261, 287, 313, 297)
subheading: ADDINGTON SCHOOL. (60, 1420, 148, 1430)
poem-stanza (582, 456, 736, 516)
subheading: DRUNKENNESS. (72, 283, 136, 293)
paragraph: The clerk was directed to give notice to owners of land on the Avon River road where their fences encroached on the road, to remove same preparatory to the Board's forming the road; also to inform Mr W. Holly and others who had gone fences abutting, or grass growing on the side of roads in the district, and who have already had notices to cut and clear the same, that the Board had resolved, if the notices were not complied with, the Board would do the work and sue the parties for the expenses. (203, 529, 371, 639)
paragraph: From F. Wakefield, offering his services honorary as an engineer over the improvements to be carried out on the Sumner road. (203, 715, 371, 745)
poem-line: He sent my love a ruby rare, (582, 330, 675, 340)
poem-line: That all my hope to anguish froze; (590, 602, 703, 612)
paragraph: The Chairman said he could hardly answer that question at the present time. (203, 1472, 371, 1492)
list-item: Second Class—(first division) Elizabeth Harris, 1; Kate Denham, 2; (second division) Stella Rowlands, 1; Charlotte Wing, 2. (20, 1125, 188, 1155)
poem-line: Oh! she was sweeter than the wind (582, 267, 697, 277)
poem-line: That bloweth over Indian isles; (590, 277, 692, 287)
poem-line: Lurked where it lay. Oh heart o'er bold! (582, 569, 712, 579)
poem-line: The love that will soon fly away, (582, 102, 690, 112)
divider (632, 187, 672, 188)
poem-line: The gift of him whose love she chose. (590, 380, 715, 390)
paragraph: Also to write to Mr Hopkins, stating the Board had been informed of his cutting and carrying away willows from the River Avon, and doing so in such a manner that the trees were being sadly mutilated, and to caution him of a repetition of the offence. (203, 641, 371, 701)
paragraph: The clerk was directed to attend to the matters referred to. (203, 873, 371, 893)
divider (997, 264, 1037, 265)
poem-line: Hast thou but hastened utter doom? (590, 579, 707, 589)
subheading: (Boys.) (92, 1432, 116, 1442)
paragraph: The clerk reported he had collected during the last fortnight—Waimakariri rate, £5 2s 9d; ordinary road rates, £68 8s 9d; total £73 11s 6d. (203, 353, 371, 383)
paragraph: With a mocking laugh, El Zagal whirled the glittering sword-blade around his head, to give force to the impending blow; but I could bear no more, and rushing forward, grasped the bridle so vigorously, that the fiery horse reared up arrow straight under the pressure of the powerful bit, pawed the air for a moment, and then fell back with a crash, unseating his rider; while the child, obeying the instinct of self-preservation, fled like a hunted fawn into the thicket, and was seen no more. I have a very confused remembrance of what followed, until, after a scramble and a scuffle, during which I had more than one very narrow escape of being sabred or pistolled, I found myself, with my hands tightly bound together, one of a group of prisoners, all of whom, save myself, were more or less severely wounded, while of our ultimate fate there seemed little doubt, since four or five stout fellows—tent-pitchers, as I guessed, from the camp—were busy in selecting some convenient boughs of a forked shape, whereto they might affix the camel halters which they bore along with them, and which were already adjusted with running-nooses, the purport of which was only too intelligible. A number of soldiers, horse and foot, were around, and the whole proceedings appeared to be under the superintendence of a richly dressed officer, my old enemy Yussef Khan. As for my fellow captives, whose lineaments were unknown to me, they seemed apathetically sullen and silent, and uttered no word of petition or complaint. (751, 250, 919, 569)
paragraph: A special meeting of the Lincoln Farmers' Club, convened by advertisement, was held in the club-room yesterday afternoon, to consider matters connected with the show. (203, 1304, 371, 1344)
